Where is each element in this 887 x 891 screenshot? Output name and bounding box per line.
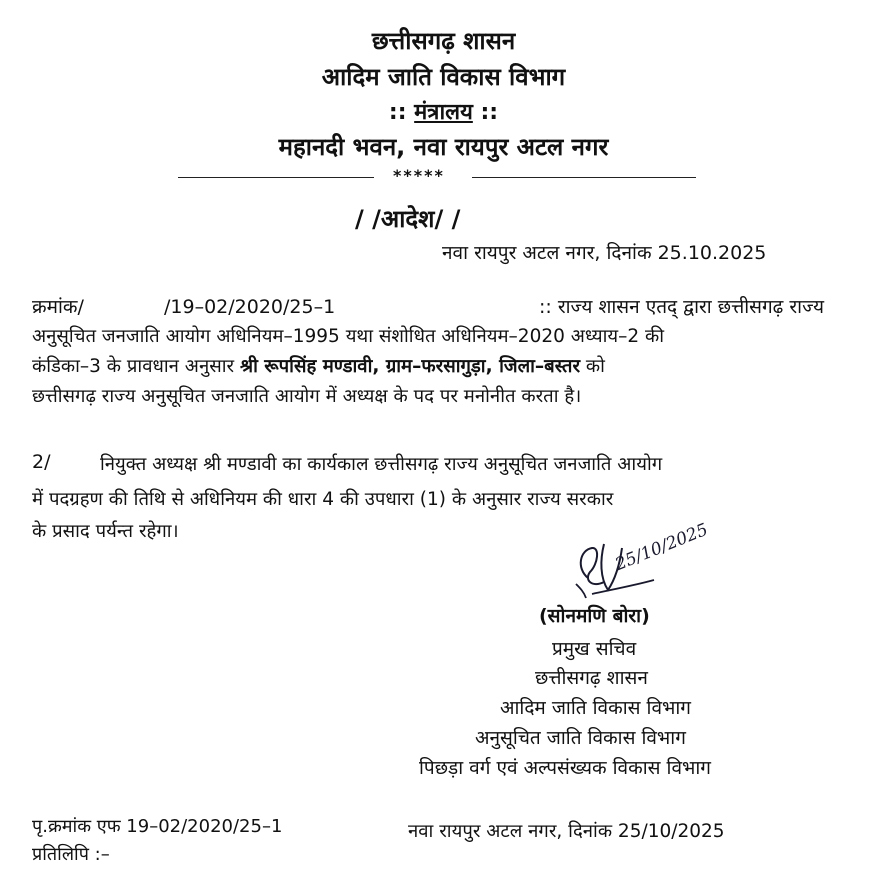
footer-place-date: नवा रायपुर अटल नगर, दिनांक 25/10/2025 <box>408 821 725 842</box>
order-para2-number: 2/ <box>32 451 51 473</box>
signatory-government: छत्तीसगढ़ शासन <box>535 667 648 689</box>
header-divider-stars: ***** <box>393 166 445 185</box>
order-para1-line2: अनुसूचित जनजाति आयोग अधिनियम–1995 यथा संशोधित अधिनियम–2020 अध्याय–2 की <box>32 326 664 347</box>
order-paragraph-1 <box>32 292 824 412</box>
signatory-designation: प्रमुख सचिव <box>552 638 637 660</box>
header-line-govt: छत्तीसगढ़ शासन <box>371 27 516 55</box>
header-divider-left <box>178 177 374 178</box>
footer-reference-number: पृ.क्रमांक एफ 19–02/2020/25–1 <box>32 816 283 837</box>
header-mantralaya-suffix: :: <box>472 100 499 125</box>
header-line-department: आदिम जाति विकास विभाग <box>321 63 566 91</box>
header-divider-right <box>472 177 696 178</box>
order-para1-line3-c: को <box>580 356 605 377</box>
header-mantralaya-prefix: :: <box>388 100 415 125</box>
signatory-dept-tribal: आदिम जाति विकास विभाग <box>500 697 691 719</box>
order-number-label: क्रमांक/ <box>32 296 84 318</box>
order-para2-line3: के प्रसाद पर्यन्त रहेगा। <box>32 521 179 542</box>
signatory-name: (सोनमणि बोरा) <box>539 605 650 627</box>
order-para1-line3 <box>32 352 824 382</box>
order-place-date: नवा रायपुर अटल नगर, दिनांक 25.10.2025 <box>442 242 767 264</box>
footer-copy-label: प्रतिलिपि :– <box>32 844 110 865</box>
order-title: / /आदेश/ / <box>355 205 461 233</box>
order-para1-line3-a: कंडिका–3 के प्रावधान अनुसार <box>32 356 240 377</box>
signature-handwritten-date: 25/10/2025 <box>612 519 711 575</box>
appointee-name: श्री रूपसिंह मण्डावी, ग्राम–फरसागुड़ा, जिला–बस्तर <box>239 356 581 377</box>
order-para2-line2: में पदग्रहण की तिथि से अधिनियम की धारा 4 की उपधारा (1) के अनुसार राज्य सरकार <box>32 489 614 510</box>
signatory-dept-obc-minority: पिछड़ा वर्ग एवं अल्पसंख्यक विकास विभाग <box>419 757 711 779</box>
order-para1-line1-text: :: राज्य शासन एतद् द्वारा छत्तीसगढ़ राज्य <box>538 296 824 318</box>
order-para1-line4: छत्तीसगढ़ राज्य अनुसूचित जनजाति आयोग में अध्यक्ष के पद पर मनोनीत करता है। <box>32 386 582 407</box>
order-para2-line1: नियुक्त अध्यक्ष श्री मण्डावी का कार्यकाल छत्तीसगढ़ राज्य अनुसूचित जनजाति आयोग <box>100 454 663 475</box>
header-line-address: महानदी भवन, नवा रायपुर अटल नगर <box>278 133 609 161</box>
signatory-dept-scheduled-caste: अनुसूचित जाति विकास विभाग <box>475 727 686 749</box>
header-line-mantralaya <box>0 96 887 126</box>
header-mantralaya-text: मंत्रालय <box>414 100 473 125</box>
order-number: /19–02/2020/25–1 <box>164 296 336 318</box>
